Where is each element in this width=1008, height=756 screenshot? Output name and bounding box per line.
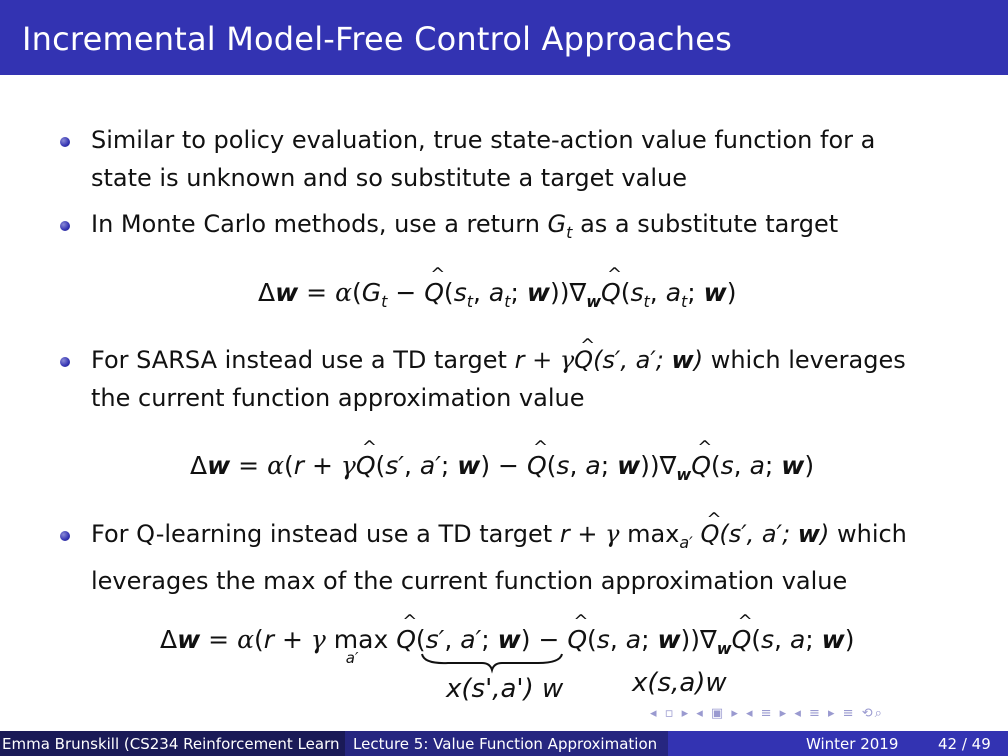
bullet-1-line-2: state is unknown and so substitute a target value <box>91 164 687 192</box>
handwritten-feature-next: x(s',a') w <box>446 674 564 704</box>
footer-author: Emma Brunskill (CS234 Reinforcement Learn <box>2 735 340 753</box>
bullet-1-line-1: Similar to policy evaluation, true state-action value function for a <box>91 126 876 154</box>
underbraced-term: ^ Q(s′, a′; w) <box>396 625 530 654</box>
bullet-3-line-2: the current function approximation value <box>91 384 585 412</box>
bullet-3-text-b: which leverages <box>703 346 906 374</box>
footer <box>0 731 1008 756</box>
bullet-2-text-a: In Monte Carlo methods, use a return <box>91 210 548 238</box>
beamer-navigation[interactable]: ◂ ▫ ▸ ◂ ▣ ▸ ◂ ≡ ▸ ◂ ≡ ▸ ≡ ⟲⌕ <box>650 706 884 721</box>
bullet-icon <box>60 137 70 147</box>
bullet-3 <box>91 341 906 417</box>
bullet-1 <box>91 121 875 197</box>
footer-info-box <box>668 731 1008 756</box>
bullet-2 <box>91 205 838 252</box>
bullet-icon <box>60 531 70 541</box>
footer-lecture-box <box>345 731 668 756</box>
handwritten-underbrace <box>418 650 568 674</box>
bullet-4-line-2: leverages the max of the current function approximation value <box>91 567 848 595</box>
math-Gt: $G_t$ <box>547 210 573 242</box>
footer-lecture: Lecture 5: Value Function Approximation <box>353 735 658 753</box>
equation-monte-carlo: $\Delta w = \alpha(G_t$ − ^ $Q(s_t$, $a_t$; $w))\nabla_w\^{}$ $Q(s_t$, $a_t$; w) <box>258 278 737 311</box>
math-q-target: r + γ $\max_{a'}$ ^ Q(s′, a′; w) <box>560 520 830 548</box>
math-td-target: r + γ^ Q(s′, a′; w) <box>515 346 703 374</box>
equation-q-learning: Δw = α(r + γ max a′ ^ Q(s′, a′; w) − ^ Q(s, a; $w))\nabla_w\^{}$ Q(s, a; w) <box>160 625 855 658</box>
footer-author-box <box>0 731 345 756</box>
bullet-icon <box>60 221 70 231</box>
footer-page: 42 / 49 <box>938 735 991 753</box>
bullet-2-text-b: as a substitute target <box>572 210 839 238</box>
bullet-4-text-b: which <box>829 520 907 548</box>
title-bar <box>0 0 1008 75</box>
bullet-4-text-a: For Q-learning instead use a TD target <box>91 520 560 548</box>
footer-date: Winter 2019 <box>806 735 899 753</box>
equation-sarsa: Δw = α(r + γ^ Q(s′, a′; w) − ^ Q(s, a; $w))\nabla_w\^{}$ Q(s, a; w) <box>190 451 814 484</box>
handwritten-feature-current: x(s,a)w <box>632 668 727 698</box>
bullet-3-text-a: For SARSA instead use a TD target <box>91 346 515 374</box>
bullet-4 <box>91 515 907 600</box>
bullet-icon <box>60 357 70 367</box>
slide-title: Incremental Model-Free Control Approaches <box>22 20 732 58</box>
